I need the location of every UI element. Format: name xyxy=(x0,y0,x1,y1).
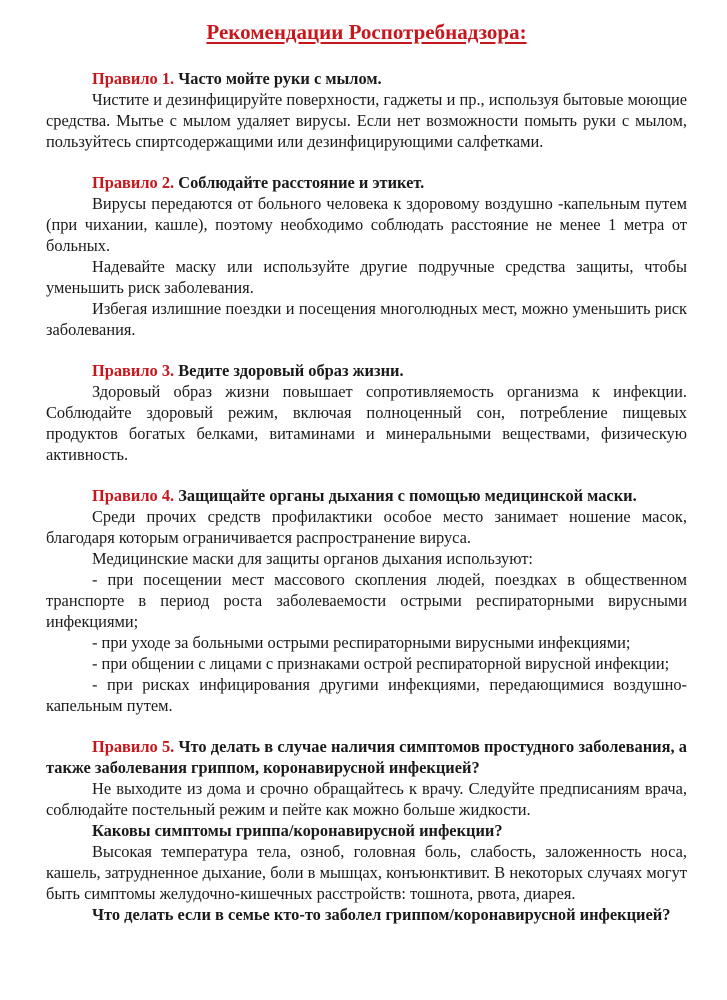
rule-4 xyxy=(46,485,687,716)
rule-heading xyxy=(46,485,687,506)
paragraph: Вирусы передаются от больного человека к здоровому воздушно -капельным путем (при чихании, кашле), поэтому необходимо соблюдать расстояние не менее 1 метра от больных. xyxy=(46,194,687,255)
rule-heading xyxy=(46,736,687,778)
paragraph: Медицинские маски для защиты органов дыхания используют: xyxy=(92,549,533,568)
rule-5 xyxy=(46,736,687,925)
rule-heading xyxy=(46,68,687,89)
rule-title: Соблюдайте расстояние и этикет. xyxy=(178,173,425,192)
rule-heading xyxy=(46,172,687,193)
rule-3 xyxy=(46,360,687,465)
rule-1 xyxy=(46,68,687,152)
rule-number: Правило 2. xyxy=(92,173,175,192)
paragraph: Чистите и дезинфицируйте поверхности, гаджеты и пр., используя бытовые моющие средства. Мытье с мылом удаляет вирусы. Если нет возможности помыть руки с мылом, пользуйтесь спиртсодержащими или дезинфицирующими салфетками. xyxy=(46,90,687,151)
rule-number: Правило 3. xyxy=(92,361,175,380)
rule-title: Ведите здоровый образ жизни. xyxy=(178,361,404,380)
page-title: Рекомендации Роспотребнадзора: xyxy=(206,20,527,44)
rule-number: Правило 4. xyxy=(92,486,175,505)
subheading: Каковы симптомы гриппа/коронавирусной инфекции? xyxy=(92,821,503,840)
paragraph: Среди прочих средств профилактики особое место занимает ношение масок, благодаря которым ограничивается распространение вируса. xyxy=(46,507,687,547)
rule-heading xyxy=(46,360,687,381)
rule-title: Часто мойте руки с мылом. xyxy=(178,69,382,88)
paragraph: Избегая излишние поездки и посещения многолюдных мест, можно уменьшить риск заболевания. xyxy=(46,299,687,339)
paragraph: Здоровый образ жизни повышает сопротивляемость организма к инфекции. Соблюдайте здоровый режим, включая полноценный сон, потребление пищевых продуктов богатых белками, витаминами и минеральными веществами, физическую активность. xyxy=(46,382,687,464)
rule-number: Правило 1. xyxy=(92,69,175,88)
list-item: - при общении с лицами с признаками острой респираторной вирусной инфекции; xyxy=(92,654,670,673)
list-item: - при рисках инфицирования другими инфекциями, передающимися воздушно-капельным путем. xyxy=(46,675,687,715)
paragraph: Не выходите из дома и срочно обращайтесь к врачу. Следуйте предписаниям врача, соблюдайте постельный режим и пейте как можно больше жидкости. xyxy=(46,779,687,819)
rule-title: Что делать в случае наличия симптомов простудного заболевания, а также заболевания гриппом, коронавирусной инфекцией? xyxy=(46,737,687,777)
list-item: - при посещении мест массового скопления людей, поездках в общественном транспорте в период роста заболеваемости острыми респираторными вирусными инфекциями; xyxy=(46,570,687,631)
list-item: - при уходе за больными острыми респираторными вирусными инфекциями; xyxy=(92,633,631,652)
final-question: Что делать если в семье кто-то заболел гриппом/коронавирусной инфекцией? xyxy=(92,905,671,924)
rule-2 xyxy=(46,172,687,340)
rule-number: Правило 5. xyxy=(92,737,175,756)
paragraph: Высокая температура тела, озноб, головная боль, слабость, заложенность носа, кашель, затрудненное дыхание, боли в мышцах, конъюнктивит. В некоторых случаях могут быть симптомы желудочно-кишечных расстройств: тошнота, рвота, диарея. xyxy=(46,842,687,903)
paragraph: Надевайте маску или используйте другие подручные средства защиты, чтобы уменьшить риск заболевания. xyxy=(46,257,687,297)
rule-title: Защищайте органы дыхания с помощью медицинской маски. xyxy=(178,486,637,505)
